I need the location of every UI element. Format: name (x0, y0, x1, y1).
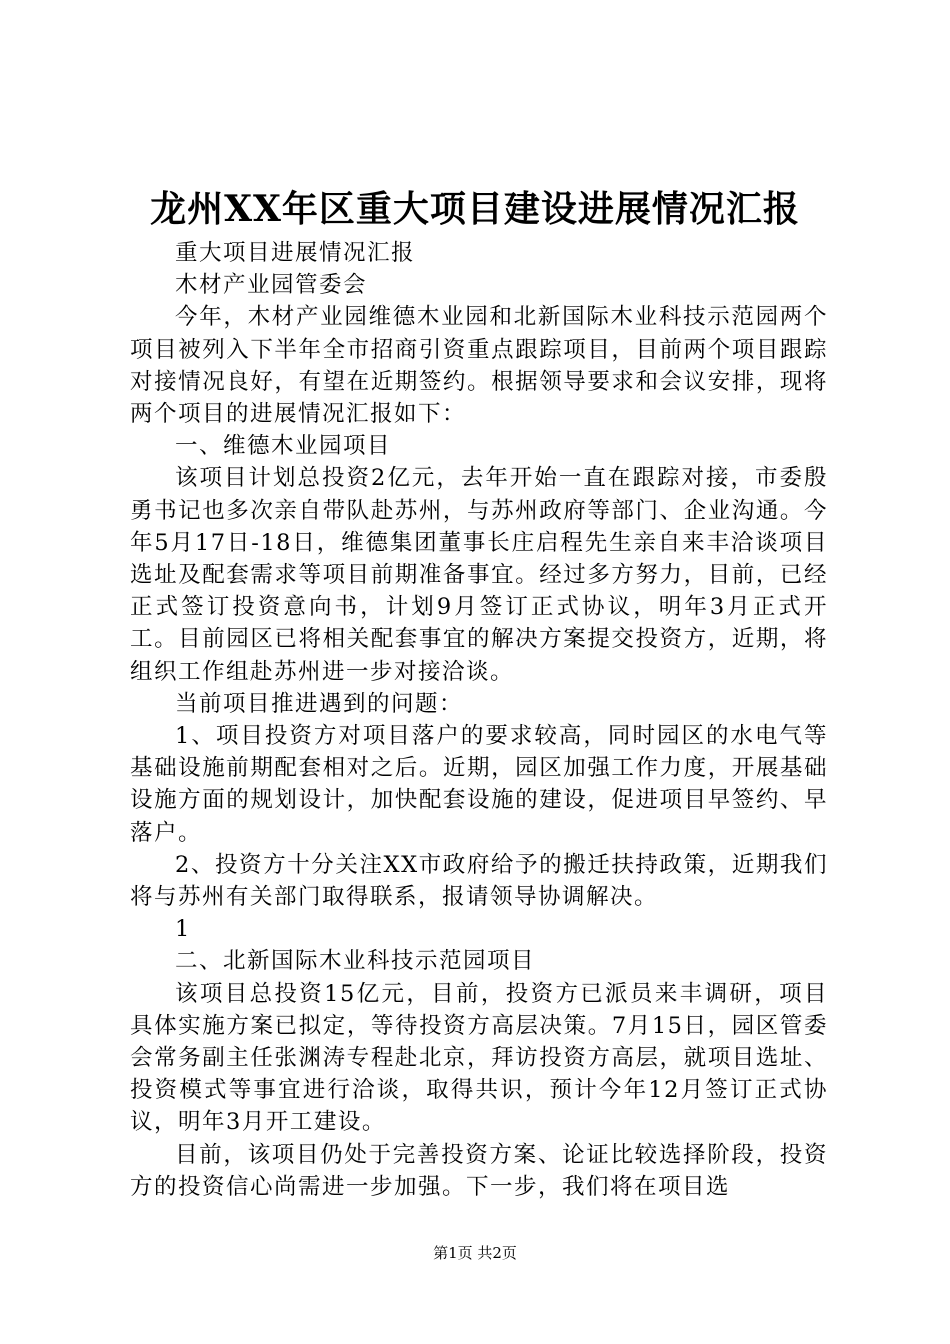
page-footer: 第1页 共2页 (433, 1244, 517, 1262)
paragraph: 今年，木材产业园维德木业园和北新国际木业科技示范园两个项目被列入下半年全市招商引资重点跟踪项目，目前两个项目跟踪对接情况良好，有望在近期签约。根据领导要求和会议安排，现将两个项目的进展情况汇报如下： (130, 304, 828, 428)
section-heading: 一、维德木业园项目 (175, 433, 392, 460)
paragraph: 木材产业园管委会 (175, 272, 368, 299)
paragraph: 2、投资方十分关注XX市政府给予的搬迁扶持政策，近期我们将与苏州有关部门取得联系，报请领导协调解决。 (130, 851, 828, 911)
section-heading: 二、北新国际木业科技示范园项目 (175, 948, 536, 975)
paragraph: 该项目总投资15亿元，目前，投资方已派员来丰调研，项目具体实施方案已拟定，等待投资方高层决策。7月15日，园区管委会常务副主任张渊涛专程赴北京，拜访投资方高层，就项目选址、投资模式等事宜进行洽谈，取得共识，预计今年12月签订正式协议，明年3月开工建设。 (130, 980, 828, 1136)
paragraph: 1 (175, 916, 191, 943)
paragraph: 1、项目投资方对项目落户的要求较高，同时园区的水电气等基础设施前期配套相对之后。近期，园区加强工作力度，开展基础设施方面的规划设计，加快配套设施的建设，促进项目早签约、早落户。 (130, 723, 828, 846)
paragraph: 重大项目进展情况汇报 (175, 240, 416, 266)
document-title: 龙州XX年区重大项目建设进展情况汇报 (150, 188, 800, 230)
document-body (130, 237, 828, 1203)
paragraph: 当前项目推进遇到的问题： (175, 690, 464, 717)
paragraph: 该项目计划总投资2亿元，去年开始一直在跟踪对接，市委殷勇书记也多次亲自带队赴苏州，与苏州政府等部门、企业沟通。今年5月17日-18日，维德集团董事长庄启程先生亲自来丰洽谈项目选址及配套需求等项目前期准备事宜。经过多方努力，目前，已经正式签订投资意向书，计划9月签订正式协议，明年3月正式开工。目前园区已将相关配套事宜的解决方案提交投资方，近期，将组织工作组赴苏州进一步对接洽谈。 (130, 465, 828, 685)
paragraph: 目前，该项目仍处于完善投资方案、论证比较选择阶段，投资方的投资信心尚需进一步加强。下一步，我们将在项目选 (130, 1141, 828, 1200)
